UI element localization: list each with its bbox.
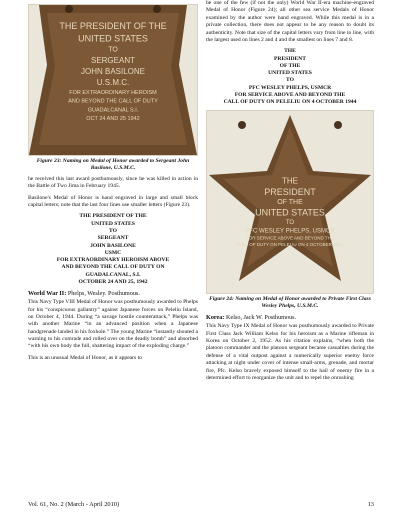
engraving-line: UNITED STATES bbox=[91, 220, 135, 227]
figure-23-caption: Figure 23: Naming on Medal of Honor awarded to Sergeant John Basilone, U.S.M.C. bbox=[36, 158, 190, 171]
engraving-line: THE bbox=[284, 48, 296, 55]
engraving-line: FOR EXTRAORDINARY HEROISM ABOVE bbox=[56, 257, 170, 264]
engraving-line: THE PRESIDENT OF THE bbox=[79, 213, 147, 220]
medal-engraving-line: THE bbox=[282, 176, 298, 186]
figure-23-photo bbox=[28, 4, 198, 156]
engraving-line: JOHN BASILONE bbox=[90, 242, 136, 249]
medal-engraving-line: CALL OF DUTY ON PELELIU ON 4 OCTOBER 1944 bbox=[236, 242, 344, 248]
medal-engraving-line: PFC WESLEY PHELPS, USMCR bbox=[245, 228, 335, 235]
medal-engraving-line: THE PRESIDENT OF THE bbox=[59, 21, 167, 32]
medal-engraving-line: AND BEYOND THE CALL OF DUTY bbox=[68, 98, 158, 105]
engraving-line: PRESIDENT bbox=[273, 55, 307, 62]
medal-engraving-line: UNITED STATES bbox=[78, 33, 148, 44]
basilone-engraving-text bbox=[28, 213, 198, 286]
figure-24-caption: Figure 24: Naming on Medal of Honor awarded to Private First Class Wesley Phelps, U.S.M.C. bbox=[209, 296, 371, 310]
right-paragraph-1: be one of the few (if not the only) World War II-era machine-engraved Medal of Honor (Figure 24); all other sea service Medals of Honor examined by the author were hand engraved. While this medal is in a private collection, there does not appear to be any reason to doubt its authenticity. Note that size of the capital letters vary from line to line, with the largest used on lines 2 and 4 and the smallest on lines 7 and 8. bbox=[206, 0, 374, 43]
medal-phelps-image bbox=[207, 111, 373, 293]
right-paragraph-2: This Navy Type IX Medal of Honor was posthumously awarded to Private First Class Jack William Kelso for his heroism as a Marine rifleman in Korea on October 2, 1952. As his citation explains, “when both the platoon commander and the platoon sergeant became casualties during the defense of a vital outpost against a numerically superior enemy force attacking at night under cover of intense small-arms, grenade, and mortar fire, Pfc. Kelso bravely exposed himself to the hail of enemy fire in a determined effort to reorganize the unit and to repel the onrushing bbox=[206, 323, 374, 381]
medal-engraving-line: OF THE bbox=[277, 199, 303, 207]
phelps-engraving-text bbox=[206, 48, 374, 106]
right-column bbox=[206, 0, 374, 386]
figure-24-photo bbox=[206, 110, 374, 294]
medal-engraving-line: UNITED STATES bbox=[255, 207, 325, 218]
footer-issue: Vol. 61, No. 2 (March - April 2010) bbox=[28, 501, 120, 508]
page-number: 13 bbox=[367, 501, 374, 508]
medal-engraving-line: TO bbox=[285, 220, 295, 227]
engraving-line: OCTOBER 24 AND 25, 1942 bbox=[78, 278, 148, 285]
heading-label: World War II: bbox=[28, 290, 67, 298]
medal-engraving-line: FOR EXTRAORDINARY HEROISM bbox=[69, 89, 157, 96]
left-paragraph-1: he received this last award posthumously, since he was killed in action in the Battle of Two Jima in February 1945. bbox=[28, 175, 198, 190]
left-paragraph-2: Basilone's Medal of Honor is hand engraved in large and small block capital letters; note that the last four lines use smaller letters (Figure 23). bbox=[28, 194, 198, 209]
engraving-line: PFC WESLEY PHELPS, USMCR bbox=[248, 84, 332, 91]
heading-subject: Phelps, Wesley. Posthumous. bbox=[66, 290, 140, 298]
medal-engraving-line: SERGEANT bbox=[90, 55, 136, 65]
engraving-line: AND BEYOND THE CALL OF DUTY ON bbox=[61, 264, 165, 271]
engraving-line: CALL OF DUTY ON PELELIU ON 4 OCTOBER 1944 bbox=[223, 99, 357, 106]
medal-engraving-line: TO bbox=[108, 46, 118, 54]
section-heading-ww2 bbox=[28, 290, 198, 297]
medal-engraving-line: JOHN BASILONE bbox=[80, 67, 146, 76]
engraving-line: UNITED STATES bbox=[268, 70, 312, 77]
engraving-line: OF THE bbox=[279, 62, 301, 69]
engraving-line: TO bbox=[286, 77, 294, 84]
medal-engraving-line: OCT 24 AND 25 1942 bbox=[86, 116, 140, 122]
engraving-line: GUADALCANAL, S.I. bbox=[85, 271, 141, 278]
left-paragraph-3: This Navy Type VIII Medal of Honor was posthumously awarded to Phelps for his “conspicuous gallantry” against Japanese forces on Peleliu Island, on October 4, 1944. During “a savage hostile counterattack,” Phelps was with another Marine “in an advanced position when a Japanese handgrenade landed in his foxhole.” The young Marine “instantly shouted a warning to his comrade and rolled over on the deadly bomb” and absorbed “with his own body the full, shattering impact of the exploding charge.” bbox=[28, 299, 198, 350]
left-column bbox=[28, 4, 198, 366]
heading-subject: Kelso, Jack W. Posthumous. bbox=[224, 314, 297, 322]
left-paragraph-4: This is an unusual Medal of Honor, as it appears to bbox=[28, 354, 142, 361]
engraving-line: SERGEANT bbox=[97, 235, 129, 242]
engraving-line: USMC bbox=[104, 249, 122, 256]
medal-engraving-line: GUADALCANAL S.I. bbox=[87, 107, 139, 114]
medal-engraving-line: FOR SERVICE ABOVE AND BEYOND THE bbox=[246, 235, 334, 241]
engraving-line: TO bbox=[109, 228, 117, 234]
medal-engraving-line: PRESIDENT bbox=[264, 187, 316, 198]
medal-basilone-image bbox=[29, 5, 197, 155]
engraving-line: FOR SERVICE ABOVE AND BEYOND THE bbox=[234, 91, 346, 98]
medal-engraving-line: U.S.M.C. bbox=[96, 78, 130, 88]
heading-label: Korea: bbox=[206, 314, 225, 322]
section-heading-korea bbox=[206, 314, 374, 321]
